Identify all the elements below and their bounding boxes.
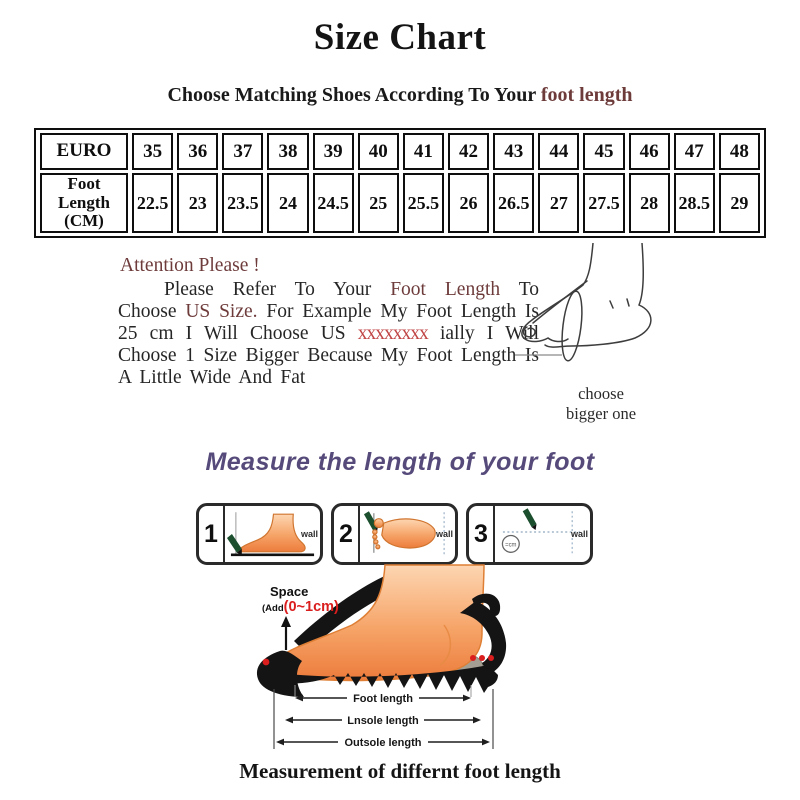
size-cell: 41 xyxy=(403,133,444,170)
svg-text:(Add(0~1cm) xyxy=(262,599,339,615)
step-number: 3 xyxy=(469,506,495,562)
bottom-caption: Measurement of differnt foot length xyxy=(239,759,561,783)
outsole-length-label: Outsole length xyxy=(344,737,422,749)
size-cell: 35 xyxy=(132,133,173,170)
size-cell: 28 xyxy=(629,173,670,233)
size-cell: 47 xyxy=(674,133,715,170)
space-label: Space xyxy=(270,584,309,599)
space-range-label: (0~1cm) xyxy=(283,599,339,615)
size-cell: 37 xyxy=(222,133,263,170)
size-cell: 25.5 xyxy=(403,173,444,233)
size-cell: 24 xyxy=(267,173,308,233)
size-cell: 48 xyxy=(719,133,760,170)
size-cell: 44 xyxy=(538,133,579,170)
attention-paragraph: Please Refer To Your Foot Length To Choose US Size. For Example My Foot Length Is 25 cm I Will Choose US xxxxxxxx ially I Will Choose 1 Size Bigger Because My Foot Length Is A Little Wide And Fat xyxy=(118,279,540,389)
foot-length-arrow xyxy=(295,693,471,705)
size-cell: 29 xyxy=(719,173,760,233)
wall-label: wall xyxy=(570,529,588,539)
foot-measuring-sketch-icon xyxy=(515,243,705,385)
table-row-foot-length xyxy=(40,173,760,233)
size-cell: 25 xyxy=(358,173,399,233)
size-cell: 42 xyxy=(448,133,489,170)
front-space-dot xyxy=(263,659,270,666)
size-cell: 23 xyxy=(177,173,218,233)
size-cell: 46 xyxy=(629,133,670,170)
measure-step-1 xyxy=(196,503,323,565)
wall-label: wall xyxy=(435,529,453,539)
row-header-euro: EURO xyxy=(40,133,128,170)
outsole-length-arrow xyxy=(276,737,490,749)
heel-dot xyxy=(479,655,485,661)
size-cell: 43 xyxy=(493,133,534,170)
size-cell: 27.5 xyxy=(583,173,624,233)
size-table xyxy=(34,128,766,238)
size-cell: 38 xyxy=(267,133,308,170)
page-title: Size Chart xyxy=(313,17,487,58)
size-cell: 22.5 xyxy=(132,173,173,233)
size-cell: 26.5 xyxy=(493,173,534,233)
foot-length-label: Foot length xyxy=(353,693,413,705)
measure-steps xyxy=(196,503,593,565)
size-cell: 26 xyxy=(448,173,489,233)
subtitle-highlight: foot length xyxy=(540,84,633,106)
measure-step-3 xyxy=(466,503,593,565)
shoe-measurement-diagram xyxy=(248,563,553,763)
size-cell: 24.5 xyxy=(313,173,354,233)
step-number: 2 xyxy=(334,506,360,562)
step-number: 1 xyxy=(199,506,225,562)
space-add-label: (Add xyxy=(262,603,284,614)
subtitle-text: Choose Matching Shoes According To Your xyxy=(167,84,541,106)
circle-cm-label: =cm xyxy=(505,542,517,549)
insole-length-label: Lnsole length xyxy=(347,715,419,727)
attention-heading: Attention Please ! xyxy=(120,255,260,276)
size-cell: 28.5 xyxy=(674,173,715,233)
page-subtitle xyxy=(0,84,800,107)
measure-heading: Measure the length of your foot xyxy=(205,448,595,476)
size-cell: 23.5 xyxy=(222,173,263,233)
heel-dot xyxy=(470,655,476,661)
insole-length-arrow xyxy=(285,715,481,727)
size-cell: 45 xyxy=(583,133,624,170)
row-header-foot-length: Foot Length (CM) xyxy=(40,173,128,233)
attention-note xyxy=(118,255,539,389)
size-cell: 39 xyxy=(313,133,354,170)
measure-step-2 xyxy=(331,503,458,565)
table-row-euro xyxy=(40,133,760,170)
size-cell: 40 xyxy=(358,133,399,170)
size-cell: 27 xyxy=(538,173,579,233)
wall-label: wall xyxy=(300,529,318,539)
heel-dot xyxy=(488,655,494,661)
choose-bigger-caption: choose bigger one xyxy=(565,384,637,423)
size-cell: 36 xyxy=(177,133,218,170)
